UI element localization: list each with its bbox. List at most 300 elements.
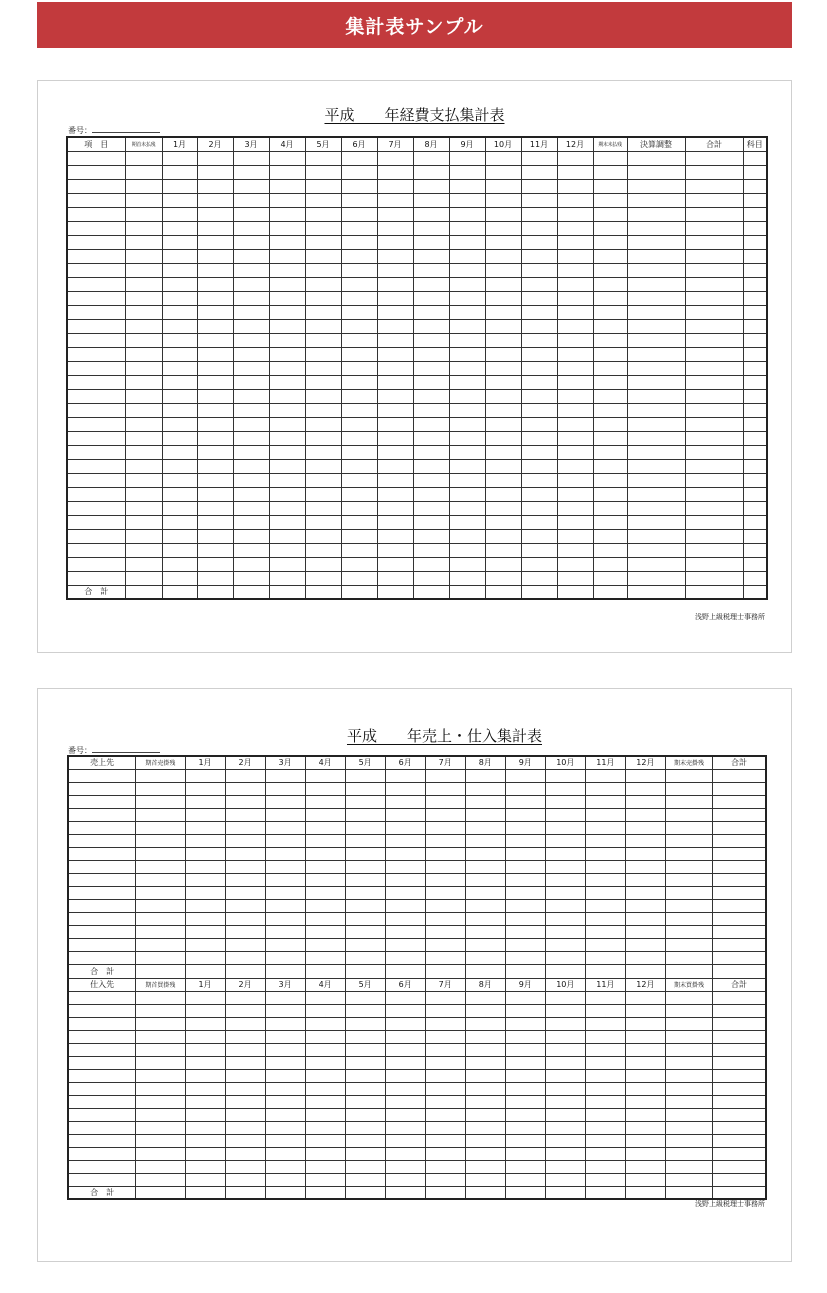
- table-cell: [68, 1160, 136, 1173]
- table-cell: [265, 899, 305, 912]
- table-cell: [197, 263, 233, 277]
- table-cell: [465, 886, 505, 899]
- table-cell: [413, 207, 449, 221]
- table-cell: [265, 925, 305, 938]
- table-cell: [713, 925, 766, 938]
- office-name: 浅野上級税理士事務所: [695, 613, 765, 621]
- table-cell: [625, 769, 665, 782]
- table-cell: [465, 795, 505, 808]
- table-cell: [185, 1160, 225, 1173]
- table-cell: [485, 263, 521, 277]
- table-cell: [585, 1004, 625, 1017]
- table-cell: [345, 1043, 385, 1056]
- column-header: 2月: [197, 137, 233, 151]
- table-cell: [593, 403, 627, 417]
- table-cell: [225, 1134, 265, 1147]
- table-row: [68, 782, 766, 795]
- column-header: 2月: [225, 756, 265, 769]
- column-header: 8月: [465, 756, 505, 769]
- table-cell: [385, 1043, 425, 1056]
- table-cell: [341, 529, 377, 543]
- table-cell: [162, 165, 197, 179]
- table-cell: [162, 459, 197, 473]
- table-cell: [557, 487, 593, 501]
- table-cell: [625, 991, 665, 1004]
- table-cell: [665, 1186, 712, 1199]
- table-cell: [593, 543, 627, 557]
- table-cell: [625, 808, 665, 821]
- table-row: [67, 459, 767, 473]
- table-cell: [505, 860, 545, 873]
- table-cell: [197, 501, 233, 515]
- table-cell: [185, 1173, 225, 1186]
- table-cell: [68, 938, 136, 951]
- table-cell: [557, 417, 593, 431]
- table-cell: [197, 165, 233, 179]
- table-cell: [125, 375, 162, 389]
- table-cell: [545, 834, 585, 847]
- table-cell: [233, 305, 269, 319]
- table-cell: [665, 899, 712, 912]
- table-cell: [341, 291, 377, 305]
- table-cell: [185, 991, 225, 1004]
- table-cell: [185, 1004, 225, 1017]
- table-row: [68, 991, 766, 1004]
- table-cell: [233, 403, 269, 417]
- table-cell: [162, 207, 197, 221]
- table-cell: [625, 1147, 665, 1160]
- table-cell: [685, 417, 743, 431]
- table-cell: [545, 1160, 585, 1173]
- table-cell: [485, 151, 521, 165]
- table-cell: [485, 235, 521, 249]
- sheet-title: 平成 年売上・仕入集計表: [346, 727, 542, 745]
- table-cell: [425, 1056, 465, 1069]
- table-cell: [521, 445, 557, 459]
- table-cell: [68, 1056, 136, 1069]
- table-cell: [233, 221, 269, 235]
- table-cell: [305, 1121, 345, 1134]
- table-cell: [449, 459, 485, 473]
- table-cell: [557, 389, 593, 403]
- table-cell: [449, 193, 485, 207]
- table-cell: [557, 585, 593, 599]
- table-cell: [385, 1017, 425, 1030]
- table-cell: [185, 795, 225, 808]
- table-cell: [265, 1069, 305, 1082]
- table-cell: [233, 515, 269, 529]
- table-cell: [345, 1173, 385, 1186]
- table-cell: [269, 473, 305, 487]
- table-cell: [545, 886, 585, 899]
- table-cell: [545, 951, 585, 964]
- table-cell: [385, 1147, 425, 1160]
- table-cell: [665, 795, 712, 808]
- table-cell: [449, 431, 485, 445]
- table-cell: [485, 305, 521, 319]
- table-cell: [485, 221, 521, 235]
- table-cell: [713, 1173, 766, 1186]
- table-cell: [743, 571, 767, 585]
- table-cell: [505, 1121, 545, 1134]
- table-cell: [162, 487, 197, 501]
- table-cell: [233, 347, 269, 361]
- table-row: [67, 529, 767, 543]
- table-cell: [485, 165, 521, 179]
- table-cell: [585, 821, 625, 834]
- column-header: 3月: [265, 756, 305, 769]
- table-cell: [68, 1095, 136, 1108]
- table-cell: [345, 886, 385, 899]
- table-cell: [465, 782, 505, 795]
- table-cell: [593, 571, 627, 585]
- table-cell: [225, 769, 265, 782]
- table-cell: [305, 557, 341, 571]
- table-cell: [585, 1056, 625, 1069]
- table-cell: [225, 964, 265, 978]
- table-cell: [341, 151, 377, 165]
- column-header: 項 目: [67, 137, 125, 151]
- table-cell: [665, 1160, 712, 1173]
- table-cell: [557, 221, 593, 235]
- table-cell: [68, 991, 136, 1004]
- table-cell: [585, 1108, 625, 1121]
- table-cell: [685, 403, 743, 417]
- table-cell: [425, 1069, 465, 1082]
- table-cell: [593, 165, 627, 179]
- table-cell: [713, 951, 766, 964]
- table-cell: [305, 1004, 345, 1017]
- table-cell: [125, 529, 162, 543]
- table-cell: [665, 964, 712, 978]
- table-cell: [625, 1095, 665, 1108]
- table-cell: [385, 873, 425, 886]
- table-cell: [67, 277, 125, 291]
- table-cell: [665, 834, 712, 847]
- table-cell: [665, 1173, 712, 1186]
- table-cell: [305, 1056, 345, 1069]
- table-row: [67, 291, 767, 305]
- table-cell: [265, 782, 305, 795]
- table-cell: [585, 1147, 625, 1160]
- column-header: 4月: [305, 756, 345, 769]
- table-cell: [413, 235, 449, 249]
- table-cell: [233, 151, 269, 165]
- table-cell: [627, 473, 685, 487]
- table-cell: [345, 938, 385, 951]
- column-header: 8月: [413, 137, 449, 151]
- table-cell: [233, 543, 269, 557]
- table-cell: [413, 403, 449, 417]
- table-cell: [485, 487, 521, 501]
- column-header: 7月: [425, 978, 465, 991]
- column-header: 期首未払残: [125, 137, 162, 151]
- table-cell: [341, 501, 377, 515]
- table-cell: [449, 263, 485, 277]
- table-cell: [465, 1056, 505, 1069]
- table-cell: [68, 925, 136, 938]
- table-row: [68, 1108, 766, 1121]
- table-cell: [685, 445, 743, 459]
- table-cell: [68, 899, 136, 912]
- table-cell: [627, 487, 685, 501]
- table-cell: [68, 1043, 136, 1056]
- table-cell: [233, 459, 269, 473]
- table-cell: [345, 808, 385, 821]
- table-cell: [449, 375, 485, 389]
- table-cell: [377, 291, 413, 305]
- table-cell: [505, 1108, 545, 1121]
- column-header: 2月: [225, 978, 265, 991]
- table-cell: [413, 375, 449, 389]
- table-cell: [521, 333, 557, 347]
- table-row: [67, 347, 767, 361]
- table-cell: [713, 1134, 766, 1147]
- table-cell: [625, 1121, 665, 1134]
- table-cell: [713, 795, 766, 808]
- table-cell: [585, 834, 625, 847]
- table-cell: [625, 1069, 665, 1082]
- table-cell: [485, 571, 521, 585]
- column-header: 5月: [345, 756, 385, 769]
- table-cell: [67, 249, 125, 263]
- table-cell: [385, 769, 425, 782]
- table-cell: [162, 333, 197, 347]
- table-cell: [665, 1056, 712, 1069]
- table-cell: [627, 389, 685, 403]
- table-row: [67, 151, 767, 165]
- table-cell: [377, 501, 413, 515]
- table-cell: [233, 571, 269, 585]
- table-cell: [377, 347, 413, 361]
- table-cell: [385, 795, 425, 808]
- table-cell: [233, 249, 269, 263]
- table-cell: [521, 221, 557, 235]
- table-cell: [743, 277, 767, 291]
- table-cell: [625, 1017, 665, 1030]
- table-cell: [545, 1082, 585, 1095]
- table-cell: [465, 821, 505, 834]
- table-cell: [197, 445, 233, 459]
- table-cell: [162, 445, 197, 459]
- table-cell: [743, 375, 767, 389]
- table-cell: [593, 487, 627, 501]
- table-cell: [545, 1121, 585, 1134]
- table-cell: [485, 543, 521, 557]
- table-cell: [377, 249, 413, 263]
- table-cell: [345, 1095, 385, 1108]
- table-cell: [593, 431, 627, 445]
- table-cell: [449, 417, 485, 431]
- table-cell: [743, 291, 767, 305]
- table-cell: [593, 235, 627, 249]
- table-cell: [557, 151, 593, 165]
- table-cell: [345, 1004, 385, 1017]
- table-cell: [521, 305, 557, 319]
- table-cell: [713, 1095, 766, 1108]
- table-cell: [341, 473, 377, 487]
- table-cell: [345, 782, 385, 795]
- table-row: [67, 571, 767, 585]
- table-cell: [305, 347, 341, 361]
- table-cell: [665, 1108, 712, 1121]
- table-cell: [385, 912, 425, 925]
- table-cell: [68, 808, 136, 821]
- table-cell: [505, 899, 545, 912]
- table-cell: [593, 375, 627, 389]
- table-cell: [593, 207, 627, 221]
- table-cell: [413, 459, 449, 473]
- table-cell: [377, 375, 413, 389]
- table-cell: [521, 361, 557, 375]
- column-header: 8月: [465, 978, 505, 991]
- table-cell: [685, 333, 743, 347]
- table-cell: [413, 487, 449, 501]
- table-cell: [413, 151, 449, 165]
- table-cell: [345, 1160, 385, 1173]
- table-cell: [305, 873, 345, 886]
- table-cell: [136, 991, 185, 1004]
- table-cell: [377, 151, 413, 165]
- table-cell: [425, 1186, 465, 1199]
- table-row: [68, 769, 766, 782]
- table-cell: [125, 487, 162, 501]
- table-cell: [377, 403, 413, 417]
- table-cell: [305, 1082, 345, 1095]
- table-cell: [185, 821, 225, 834]
- table-cell: [557, 459, 593, 473]
- table-cell: [505, 1082, 545, 1095]
- bango-underline: [92, 132, 160, 133]
- table-cell: [385, 821, 425, 834]
- table-cell: [185, 769, 225, 782]
- column-header: 9月: [505, 756, 545, 769]
- table-cell: [185, 1069, 225, 1082]
- table-cell: [557, 193, 593, 207]
- table-cell: [68, 847, 136, 860]
- table-cell: [265, 1186, 305, 1199]
- table-cell: [225, 808, 265, 821]
- table-cell: [341, 459, 377, 473]
- table-cell: [685, 487, 743, 501]
- table-cell: [305, 403, 341, 417]
- table-cell: [485, 207, 521, 221]
- table-cell: [162, 417, 197, 431]
- table-cell: [665, 821, 712, 834]
- table-cell: [585, 1017, 625, 1030]
- table-cell: [557, 361, 593, 375]
- total-row: [68, 964, 766, 978]
- table-cell: [136, 1160, 185, 1173]
- table-cell: [265, 808, 305, 821]
- table-cell: [713, 1108, 766, 1121]
- table-cell: [162, 305, 197, 319]
- table-cell: [136, 925, 185, 938]
- table-cell: [305, 375, 341, 389]
- table-row: [68, 886, 766, 899]
- table-cell: [465, 847, 505, 860]
- table-cell: [413, 165, 449, 179]
- table-row: [67, 375, 767, 389]
- table-cell: [625, 782, 665, 795]
- table-cell: [625, 1082, 665, 1095]
- banner-title: 集計表サンプル: [345, 15, 484, 38]
- table-cell: [557, 515, 593, 529]
- table-cell: [225, 821, 265, 834]
- table-cell: [377, 529, 413, 543]
- table-cell: [521, 585, 557, 599]
- table-cell: [557, 431, 593, 445]
- table-cell: [233, 487, 269, 501]
- table-cell: [269, 277, 305, 291]
- table-cell: [136, 1004, 185, 1017]
- table-cell: [485, 557, 521, 571]
- table-cell: [68, 1173, 136, 1186]
- table-cell: [162, 263, 197, 277]
- table-cell: [305, 515, 341, 529]
- table-row: [67, 165, 767, 179]
- table-cell: [305, 1108, 345, 1121]
- table-cell: [413, 543, 449, 557]
- table-cell: [425, 782, 465, 795]
- table-cell: [627, 417, 685, 431]
- table-cell: [269, 319, 305, 333]
- column-header: 合計: [713, 978, 766, 991]
- table-cell: [557, 291, 593, 305]
- table-cell: [345, 1108, 385, 1121]
- table-cell: [665, 991, 712, 1004]
- table-cell: [627, 501, 685, 515]
- table-cell: [225, 925, 265, 938]
- table-cell: [269, 151, 305, 165]
- table-row: [68, 899, 766, 912]
- table-cell: [485, 459, 521, 473]
- table-cell: [305, 1134, 345, 1147]
- table-cell: [162, 235, 197, 249]
- table-cell: [465, 1017, 505, 1030]
- table-cell: [185, 951, 225, 964]
- table-cell: [197, 473, 233, 487]
- table-cell: [505, 808, 545, 821]
- table-cell: [627, 557, 685, 571]
- table-cell: [305, 417, 341, 431]
- table-cell: [385, 1004, 425, 1017]
- table-cell: [345, 795, 385, 808]
- table-cell: [377, 277, 413, 291]
- table-cell: [225, 1056, 265, 1069]
- table-cell: [67, 431, 125, 445]
- table-cell: [593, 263, 627, 277]
- table-cell: [713, 1082, 766, 1095]
- table-cell: [125, 585, 162, 599]
- table-cell: [305, 585, 341, 599]
- table-cell: [593, 473, 627, 487]
- table-row: [67, 473, 767, 487]
- table-cell: [505, 1134, 545, 1147]
- table-cell: [67, 403, 125, 417]
- table-cell: [68, 1108, 136, 1121]
- sheet-title: 平成 年経費支払集計表: [324, 106, 505, 124]
- table-cell: [225, 782, 265, 795]
- table-row: [68, 1121, 766, 1134]
- table-cell: [425, 1095, 465, 1108]
- column-header: 5月: [345, 978, 385, 991]
- table-cell: [385, 925, 425, 938]
- table-cell: [545, 991, 585, 1004]
- table-cell: [743, 221, 767, 235]
- table-cell: [345, 821, 385, 834]
- table-cell: [465, 938, 505, 951]
